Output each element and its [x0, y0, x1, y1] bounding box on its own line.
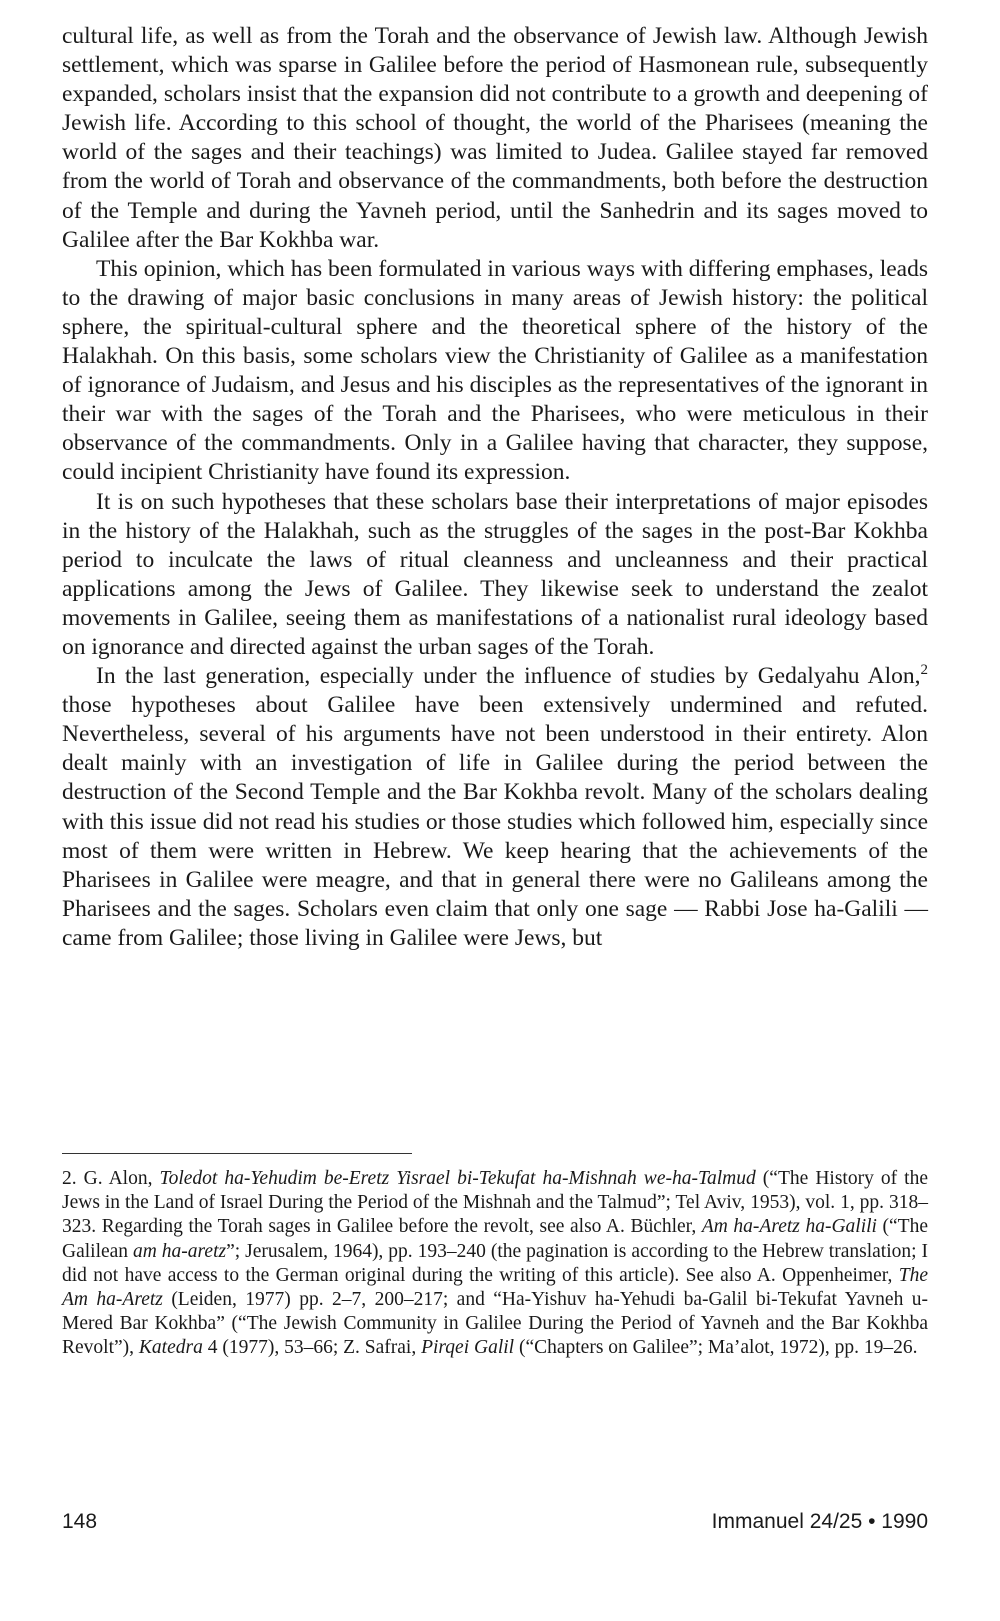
page-number: 148	[62, 1510, 98, 1533]
paragraph-3-text: It is on such hypotheses that these scholars base their interpretations of major episodes in the history of the Halakhah, such as the struggles of the sages in the post-Bar Kokhba period to inculcate the laws of ritual cleanness and uncleanness and their practical applications among the Jews of Galilee. They likewise seek to understand the zealot movements in Galilee, seeing them as manifestations of a nationalist rural ideology based on ignorance and directed against the urban sages of the Torah.	[62, 488, 928, 660]
paragraph-2	[62, 255, 928, 488]
page-footer	[62, 1510, 928, 1534]
footnote-text: ”; Jerusalem, 1964), pp. 193–240 (the pagination is according to the Hebrew translation; I did not have access to the German original during the writing of this article). See also A. Oppenheimer,	[62, 1240, 928, 1286]
footnote-title: Am ha-Aretz ha-Galili	[701, 1216, 877, 1238]
paragraph-1-text: cultural life, as well as from the Torah and the observance of Jewish law. Although Jewish settlement, which was sparse in Galilee before the period of Hasmonean rule, subsequently expanded, scholars insist that the expansion did not contribute to a growth and deepening of Jewish life. According to this school of thought, the world of the Pharisees (meaning the world of the sages and their teachings) was limited to Judea. Galilee stayed far removed from the world of Torah and observance of the commandments, both before the destruction of the Temple and during the Yavneh period, until the Sanhedrin and its sages moved to Galilee after the Bar Kokhba war.	[62, 23, 928, 253]
paragraph-1	[62, 22, 928, 255]
footnote-text: (“The Galilean	[62, 1216, 928, 1262]
footnote-ref-2[interactable]: 2	[920, 662, 928, 679]
journal-citation: Immanuel 24/25 • 1990	[711, 1510, 928, 1533]
paragraph-4-text-a: In the last generation, especially under the influence of studies by Gedalyahu Alon,	[96, 663, 921, 690]
footnote-divider	[62, 1153, 412, 1154]
footnote-text: (“The History of the Jews in the Land of Israel During the Period of the Mishnah and the Talmud”; Tel Aviv, 1953), vol. 1, pp. 318–323. Regarding the Torah sages in Galilee before the revolt, see also A. Büchler,	[62, 1168, 928, 1238]
footnote-text: 2. G. Alon,	[62, 1168, 160, 1189]
footnote-text: 4 (1977), 53–66; Z. Safrai,	[202, 1337, 422, 1359]
footnote-term: am ha-aretz	[133, 1240, 227, 1262]
paragraph-4	[62, 662, 928, 953]
footnote-2	[62, 1167, 928, 1361]
footnote-text: (Leiden, 1977) pp. 2–7, 200–217; and “Ha-Yishuv ha-Yehudi ba-Galil bi-Tekufat Yavneh u-Mered Bar Kokhba” (“The Jewish Community in Galilee During the Period of Yavneh and the Bar Kokhba Revolt”),	[62, 1289, 928, 1359]
body-text	[62, 22, 928, 953]
footnote-title: Katedra	[138, 1337, 203, 1359]
footnote-text: (“Chapters on Galilee”; Ma’alot, 1972), pp. 19–26.	[514, 1337, 918, 1359]
footnote-title: The Am ha-Aretz	[62, 1264, 928, 1311]
footnote-title: Toledot ha-Yehudim be-Eretz Yisrael bi-Tekufat ha-Mishnah we-ha-Talmud	[159, 1168, 756, 1189]
paragraph-4-text-b: those hypotheses about Galilee have been extensively undermined and refuted. Nevertheless, several of his arguments have not been understood in their entirety. Alon dealt mainly with an investigation of life in Galilee during the period between the destruction of the Second Temple and the Bar Kokhba revolt. Many of the scholars dealing with this issue did not read his studies or those studies which followed him, especially since most of them were written in Hebrew. We keep hearing that the achievements of the Pharisees in Galilee were meagre, and that in general there were no Galileans among the Pharisees and the sages. Scholars even claim that only one sage — Rabbi Jose ha-Galili — came from Galilee; those living in Galilee were Jews, but	[62, 692, 928, 951]
footnote-title: Pirqei Galil	[421, 1337, 515, 1359]
paragraph-3	[62, 488, 928, 663]
paragraph-2-text: This opinion, which has been formulated in various ways with differing emphases, leads to the drawing of major basic conclusions in many areas of Jewish history: the political sphere, the spiritual-cultural sphere and the theoretical sphere of the history of the Halakhah. On this basis, some scholars view the Christianity of Galilee as a manifestation of ignorance of Judaism, and Jesus and his disciples as the representatives of the ignorant in their war with the sages of the Torah and the Pharisees, who were meticulous in their observance of the commandments. Only in a Galilee having that character, they suppose, could incipient Christianity have found its expression.	[62, 255, 928, 486]
